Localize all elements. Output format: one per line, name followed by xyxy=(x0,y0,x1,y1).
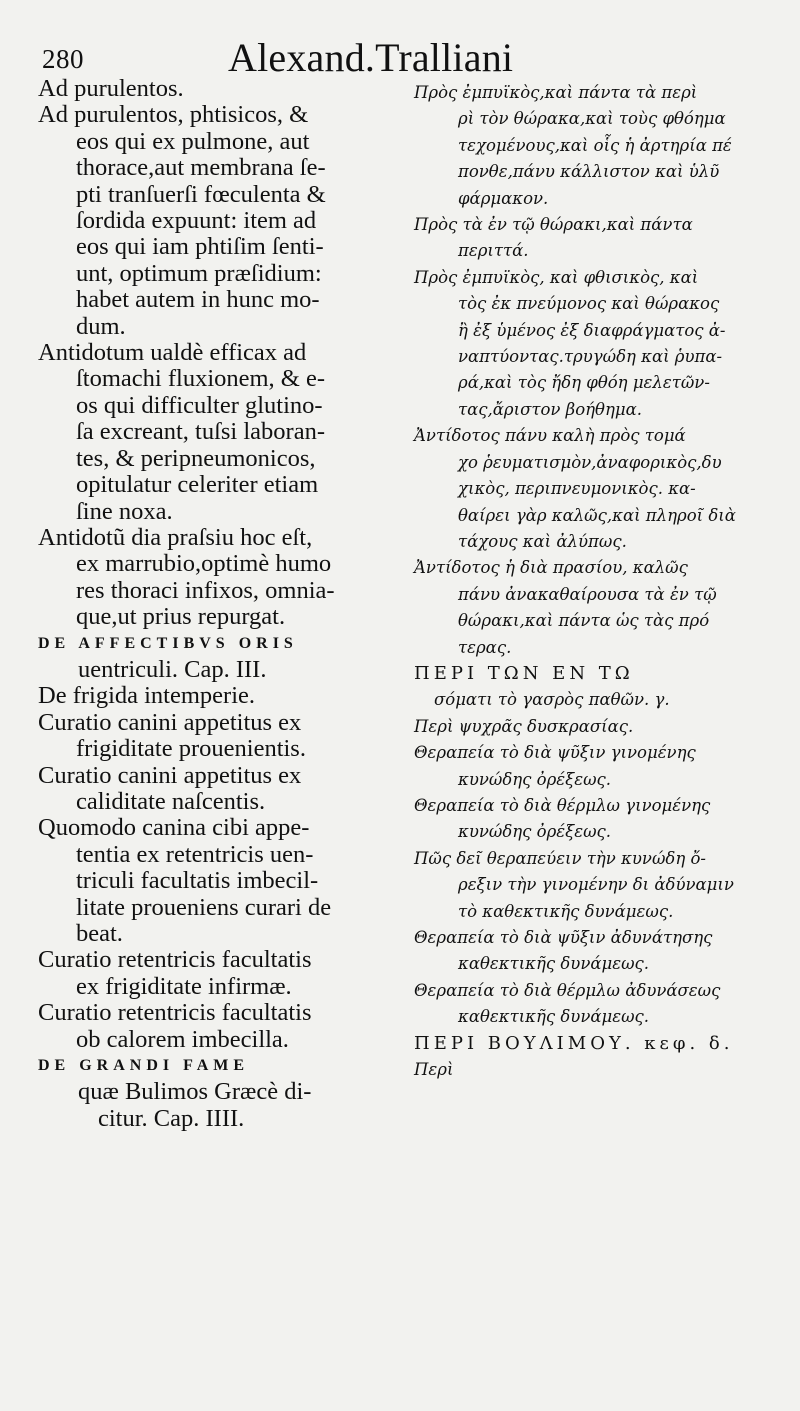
latin-toc-entry xyxy=(38,525,388,631)
greek-text-line: καθεκτικῆς δυνάμεως. xyxy=(458,954,650,974)
greek-text-line: Περὶ ψυχρᾶς δυσκρασίας. xyxy=(414,716,634,736)
greek-text-line: Θεραπεία τὸ διὰ ψῦξιν ἀδυνάτησης xyxy=(414,928,713,947)
greek-text-line: θαίρει γὰρ καλῶς,καὶ πληροῖ διὰ xyxy=(458,505,736,525)
latin-text-line: Antidotũ dia praſsiu hoc eſt, xyxy=(38,523,313,551)
greek-text-line: Πρὸς τὰ ἐν τῷ θώρακι,καὶ πάντα xyxy=(414,215,693,235)
greek-text-line: ΠΕΡΙ ΤΩΝ ΕΝ ΤΩ xyxy=(414,662,634,684)
greek-text-line: τας,ἄριστον βοήθημα. xyxy=(458,399,642,419)
latin-text-line: caliditate naſcentis. xyxy=(76,787,266,815)
greek-text-line: κυνώδης ὀρέξεως. xyxy=(458,769,612,789)
greek-text-line: φάρμακον. xyxy=(458,188,549,208)
greek-text-line: Περὶ xyxy=(414,1060,454,1080)
greek-toc-entry xyxy=(414,555,786,661)
greek-section-heading xyxy=(414,661,786,714)
greek-text-line: σόματι τὸ γασρὸς παθῶν. γ. xyxy=(434,690,670,710)
latin-text-line: Curatio retentricis facultatis xyxy=(38,999,312,1027)
greek-toc-entry xyxy=(414,212,786,265)
latin-text-line: ſtomachi fluxionem, & e- xyxy=(76,365,326,393)
greek-text-line: Ἀντίδοτος ἡ διὰ πρασίου, καλῶς xyxy=(414,558,688,578)
latin-text-line: Ad purulentos. xyxy=(38,75,184,102)
latin-text-line: uentriculi. Cap. III. xyxy=(78,655,267,683)
greek-text-line: Πῶς δεῖ θεραπεύειν τὴν κυνώδη ὄ- xyxy=(414,848,706,868)
latin-toc-entry xyxy=(38,1000,388,1053)
latin-text-line: tes, & peripneumonicos, xyxy=(76,444,316,472)
greek-text-line: ρεξιν τὴν γινομένην δι ἀδύναμιν xyxy=(458,875,734,895)
latin-text-line: beat. xyxy=(76,920,123,947)
latin-text-line: Curatio retentricis facultatis xyxy=(38,946,312,974)
greek-toc-entry xyxy=(414,978,786,1031)
latin-toc-entry xyxy=(38,340,388,525)
latin-toc-entry xyxy=(38,947,388,1000)
greek-column xyxy=(414,80,786,1083)
greek-text-line: ναπτύοντας.τρυγώδη καὶ ῥυπα- xyxy=(458,347,723,367)
latin-text-line: Curatio canini appetitus ex xyxy=(38,708,302,736)
greek-text-line: πονθε,πάνυ κάλλιστον καὶ ὑλῦ xyxy=(458,162,720,182)
latin-text-line: res thoraci infixos, omnia- xyxy=(76,576,335,604)
greek-text-line: Θεραπεία τὸ διὰ ψῦξιν γινομένης xyxy=(414,743,696,763)
latin-toc-entry xyxy=(38,102,388,340)
greek-text-line: χο ῥευματισμὸν,ἀναφορικὸς,δυ xyxy=(458,452,722,472)
greek-text-line: τάχους καὶ ἀλύπως. xyxy=(458,531,627,551)
latin-section-heading xyxy=(38,1053,388,1132)
latin-text-line: De frigida intemperie. xyxy=(38,682,256,710)
latin-text-line: DE AFFECTIBVS ORIS xyxy=(38,634,298,652)
latin-text-line: frigiditate prouenientis. xyxy=(76,735,306,763)
latin-text-line: ex marrubio,optimè humo xyxy=(76,550,332,578)
latin-text-line: Quomodo canina cibi appe- xyxy=(38,814,310,842)
greek-text-line: Θεραπεία τὸ διὰ θέρμλω ἀδυνάσεως xyxy=(414,980,721,1000)
greek-text-line: Ἀντίδοτος πάνυ καλὴ πρὸς τομά xyxy=(414,426,686,446)
latin-text-line: dum. xyxy=(76,312,126,340)
greek-text-line: χικὸς, περιπνευμονικὸς. κα- xyxy=(458,479,696,499)
greek-text-line: περιττά. xyxy=(458,241,529,261)
greek-text-line: τερας. xyxy=(458,637,512,657)
latin-text-line: pti tranſuerſi fœculenta & xyxy=(76,180,326,208)
latin-text-line: ob calorem imbecilla. xyxy=(76,1025,289,1053)
greek-text-line: Θεραπεία τὸ διὰ θέρμλω γινομένης xyxy=(414,795,711,815)
latin-text-line: thorace,aut membrana ſe- xyxy=(76,154,326,182)
greek-text-line: καθεκτικῆς δυνάμεως. xyxy=(458,1007,650,1027)
greek-toc-entry xyxy=(414,793,786,846)
greek-text-line: πάνυ ἀνακαθαίρουσα τὰ ἐν τῷ xyxy=(458,584,717,604)
latin-section-heading xyxy=(38,631,388,684)
latin-text-line: ex frigiditate infirmæ. xyxy=(76,972,292,1000)
page-number: 280 xyxy=(42,44,84,74)
latin-text-line: opitulatur celeriter etiam xyxy=(76,471,319,499)
greek-text-line: Πρὸς ἐμπυϊκὸς,καὶ πάντα τὰ περὶ xyxy=(414,83,698,102)
latin-text-line: ſa excreant, tuſsi laboran- xyxy=(76,418,325,446)
greek-section-heading xyxy=(414,1031,786,1057)
greek-text-line: Πρὸς ἐμπυϊκὸς, καὶ φθισικὸς, καὶ xyxy=(414,267,699,287)
latin-text-line: ſordida expuunt: item ad xyxy=(76,207,317,235)
greek-text-line: τὸ καθεκτικῆς δυνάμεως. xyxy=(458,901,674,921)
latin-text-line: citur. Cap. IIII. xyxy=(98,1104,245,1132)
greek-text-line: ρὶ τὸν θώρακα,καὶ τοὺς φθόημα xyxy=(458,109,726,129)
greek-text-line: ρά,καὶ τὸς ἤδη φθόη μελετῶν- xyxy=(458,373,710,393)
greek-toc-entry xyxy=(414,423,786,555)
latin-toc-entry xyxy=(38,683,388,709)
greek-toc-entry xyxy=(414,80,786,212)
latin-text-line: DE GRANDI FAME xyxy=(38,1057,250,1075)
greek-text-line: θώρακι,καὶ πάντα ὡς τὰς πρό xyxy=(458,611,710,631)
latin-toc-entry xyxy=(38,710,388,763)
greek-toc-entry xyxy=(414,714,786,740)
latin-text-line: eos qui ex pulmone, aut xyxy=(76,127,310,155)
latin-text-line: eos qui iam phtiſim ſenti- xyxy=(76,233,324,261)
latin-text-line: ſine noxa. xyxy=(76,497,173,525)
greek-text-line: κυνώδης ὀρέξεως. xyxy=(458,822,612,842)
greek-text-line: τὸς ἐκ πνεύμονος καὶ θώρακος xyxy=(458,294,720,314)
greek-text-line: τεχομένους,καὶ οἷς ἡ ἀρτηρία πέ xyxy=(458,135,732,155)
latin-text-line: Curatio canini appetitus ex xyxy=(38,761,302,789)
latin-toc-entry xyxy=(38,815,388,947)
latin-text-line: triculi facultatis imbecil- xyxy=(76,867,319,895)
greek-text-line: ΠΕΡΙ ΒΟΥΛΙΜΟΥ. κεφ. δ. xyxy=(414,1032,734,1054)
greek-text-line: ἢ ἐξ ὑμένος ἐξ διαφράγματος ἀ- xyxy=(458,320,726,340)
latin-text-line: que,ut prius repurgat. xyxy=(76,603,286,631)
latin-text-line: tentia ex retentricis uen- xyxy=(76,840,314,868)
latin-toc-entry xyxy=(38,76,388,102)
latin-text-line: os qui difficulter glutino- xyxy=(76,391,323,419)
latin-toc-entry xyxy=(38,763,388,816)
greek-toc-entry xyxy=(414,925,786,978)
latin-text-line: litate proueniens curari de xyxy=(76,893,332,921)
latin-text-line: unt, optimum præſidium: xyxy=(76,259,322,287)
latin-text-line: Antidotum ualdè efficax ad xyxy=(38,339,307,367)
greek-toc-entry xyxy=(414,1057,786,1083)
latin-text-line: Ad purulentos, phtisicos, & xyxy=(38,101,309,129)
greek-toc-entry xyxy=(414,846,786,925)
running-title: Alexand.Tralliani xyxy=(228,35,514,80)
greek-toc-entry xyxy=(414,265,786,423)
latin-text-line: habet autem in hunc mo- xyxy=(76,286,320,314)
latin-text-line: quæ Bulimos Græcè di- xyxy=(78,1078,312,1106)
latin-column xyxy=(38,76,388,1132)
greek-toc-entry xyxy=(414,740,786,793)
